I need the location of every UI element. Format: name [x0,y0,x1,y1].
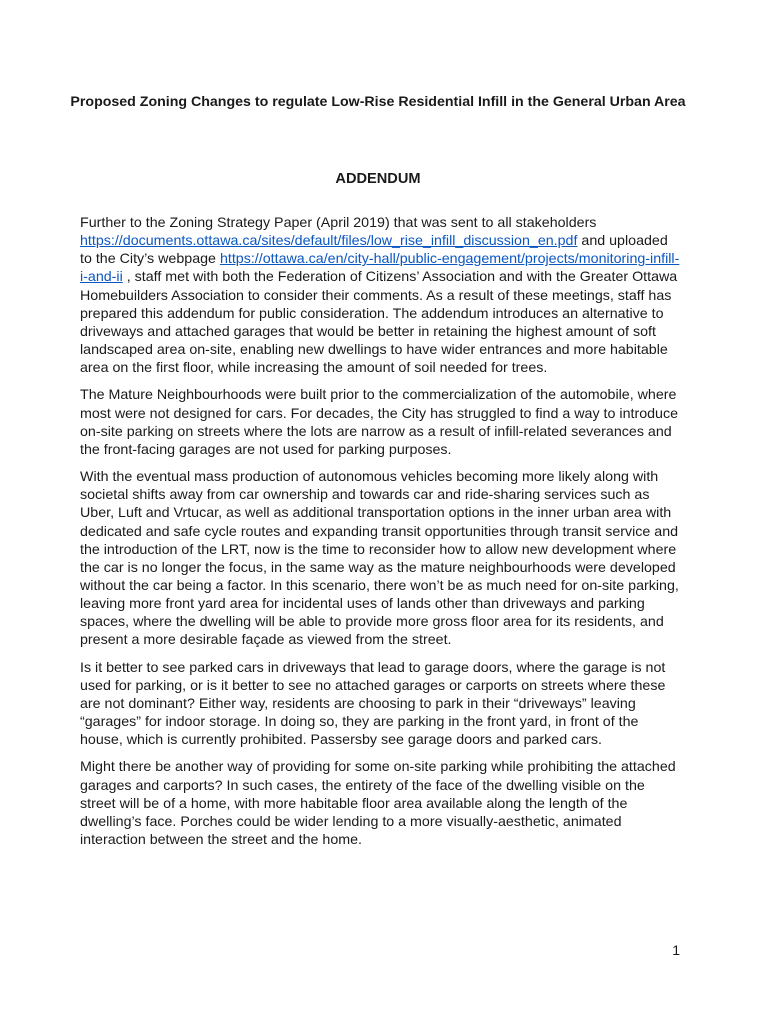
city-webpage-link[interactable]: https://ottawa.ca/en/city-hall/public-engagement/projects/monitoring-infill-i-and-ii [80,251,680,286]
zoning-strategy-paper-link[interactable]: https://documents.ottawa.ca/sites/default/files/low_rise_infill_discussion_en.pdf [80,233,578,250]
paragraph-parked-cars: Is it better to see parked cars in driveways that lead to garage doors, where the garage is not used for parking, or is it better to see no attached garages or carports on streets where these are not dominant? Either way, residents are choosing to park in their “driveways” leaving “garages” for indoor storage. In doing so, they are parking in the front yard, in front of the house, which is currently prohibited. Passersby see garage doors and parked cars. [80,659,666,749]
paragraph-mature-neighbourhoods: The Mature Neighbourhoods were built prior to the commercialization of the automobile, where most were not designed for cars. For decades, the City has struggled to find a way to introduce on-site parking on streets where the lots are narrow as a result of infill-related severances and the front-facing garages are not used for parking purposes. [80,387,679,458]
document-title: Proposed Zoning Changes to regulate Low-Rise Residential Infill in the General Urban Area [70,94,686,110]
paragraph-intro-text: Further to the Zoning Strategy Paper (April 2019) that was sent to all stakeholders [80,215,597,231]
paragraph-intro [80,214,682,377]
paragraph-autonomous-vehicles: With the eventual mass production of autonomous vehicles becoming more likely along with societal shifts away from car ownership and towards car and ride-sharing services such as Uber, Luft and Vrtucar, as well as additional transportation options in the inner urban area with dedicated and safe cycle routes and expanding transit opportunities through transit service and the introduction of the LRT, now is the time to reconsider how to allow new development where the car is no longer the focus, in the same way as the mature neighbourhoods were developed without the car being a factor. In this scenario, there won’t be as much need for on-site parking, leaving more front yard area for incidental uses of lands other than driveways and parking spaces, where the dwelling will be able to provide more gross floor area for its residents, and present a more desirable façade as viewed from the street. [80,469,679,649]
paragraph-intro-rest: , staff met with both the Federation of Citizens’ Association and with the Greater Ottawa Homebuilders Association to consider their comments. As a result of these meetings, staff has prepared this addendum for public consideration. The addendum introduces an alternative to driveways and attached garages that would be better in retaining the highest amount of soft landscaped area on-site, enabling new dwellings to have wider entrances and more habitable area on the first floor, while increasing the amount of soil needed for trees. [80,269,678,377]
page-number: 1 [672,942,680,958]
document-body [80,214,682,858]
addendum-heading: ADDENDUM [335,171,421,187]
paragraph-intro-mid: and uploaded to the City’s webpage [80,233,668,268]
paragraph-alternative-parking: Might there be another way of providing for some on-site parking while prohibiting the attached garages and carports? In such cases, the entirety of the face of the dwelling visible on the street will be of a home, with more habitable floor area available along the length of the dwelling’s face. Porches could be wider lending to a more visually-aesthetic, animated interaction between the street and the home. [80,759,676,848]
